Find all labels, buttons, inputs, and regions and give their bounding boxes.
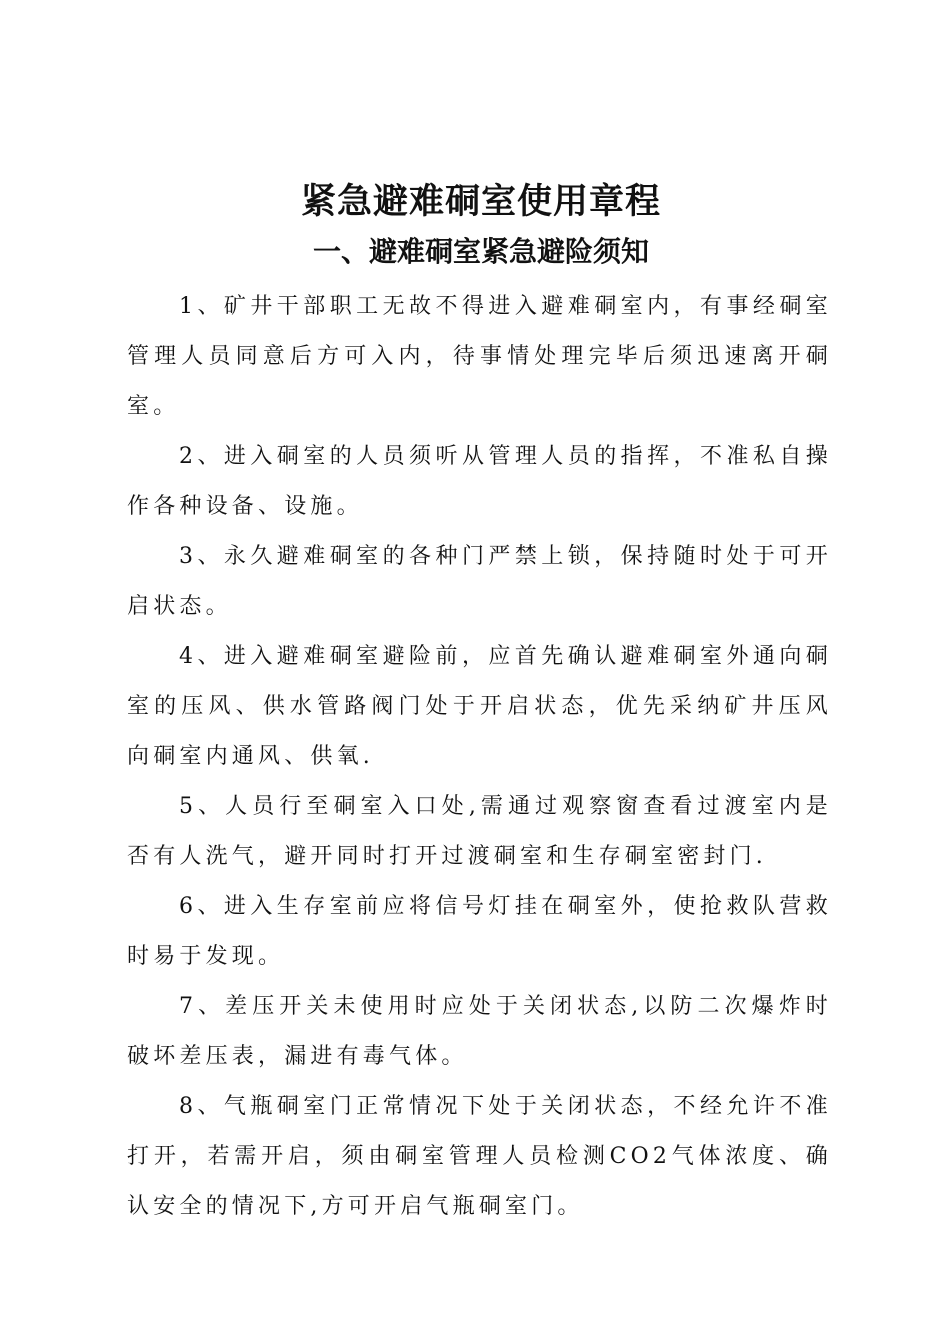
document-body (127, 282, 832, 1232)
paragraph-8: 8、气瓶硐室门正常情况下处于关闭状态，不经允许不准打开，若需开启，须由硐室管理人员检测CO2气体浓度、确认安全的情况下,方可开启气瓶硐室门。 (127, 1094, 832, 1219)
paragraph-2: 2、进入硐室的人员须听从管理人员的指挥，不准私自操作各种设备、设施。 (127, 444, 832, 519)
paragraph-7: 7、差压开关未使用时应处于关闭状态,以防二次爆炸时破坏差压表，漏进有毒气体。 (127, 994, 832, 1069)
section-heading: 一、避难硐室紧急避险须知 (312, 235, 649, 268)
paragraph-3: 3、永久避难硐室的各种门严禁上锁，保持随时处于可开启状态。 (127, 544, 832, 619)
paragraph-4: 4、进入避难硐室避险前，应首先确认避难硐室外通向硐室的压风、供水管路阀门处于开启状态，优先采纳矿井压风向硐室内通风、供氧. (127, 644, 832, 769)
paragraph-6: 6、进入生存室前应将信号灯挂在硐室外，使抢救队营救时易于发现。 (127, 894, 832, 969)
document-title: 紧急避难硐室使用章程 (300, 181, 661, 222)
paragraph-1: 1、矿井干部职工无故不得进入避难硐室内，有事经硐室管理人员同意后方可入内，待事情处理完毕后须迅速离开硐室。 (127, 294, 832, 419)
paragraph-5: 5、人员行至硐室入口处,需通过观察窗查看过渡室内是否有人洗气，避开同时打开过渡硐室和生存硐室密封门. (127, 794, 832, 869)
